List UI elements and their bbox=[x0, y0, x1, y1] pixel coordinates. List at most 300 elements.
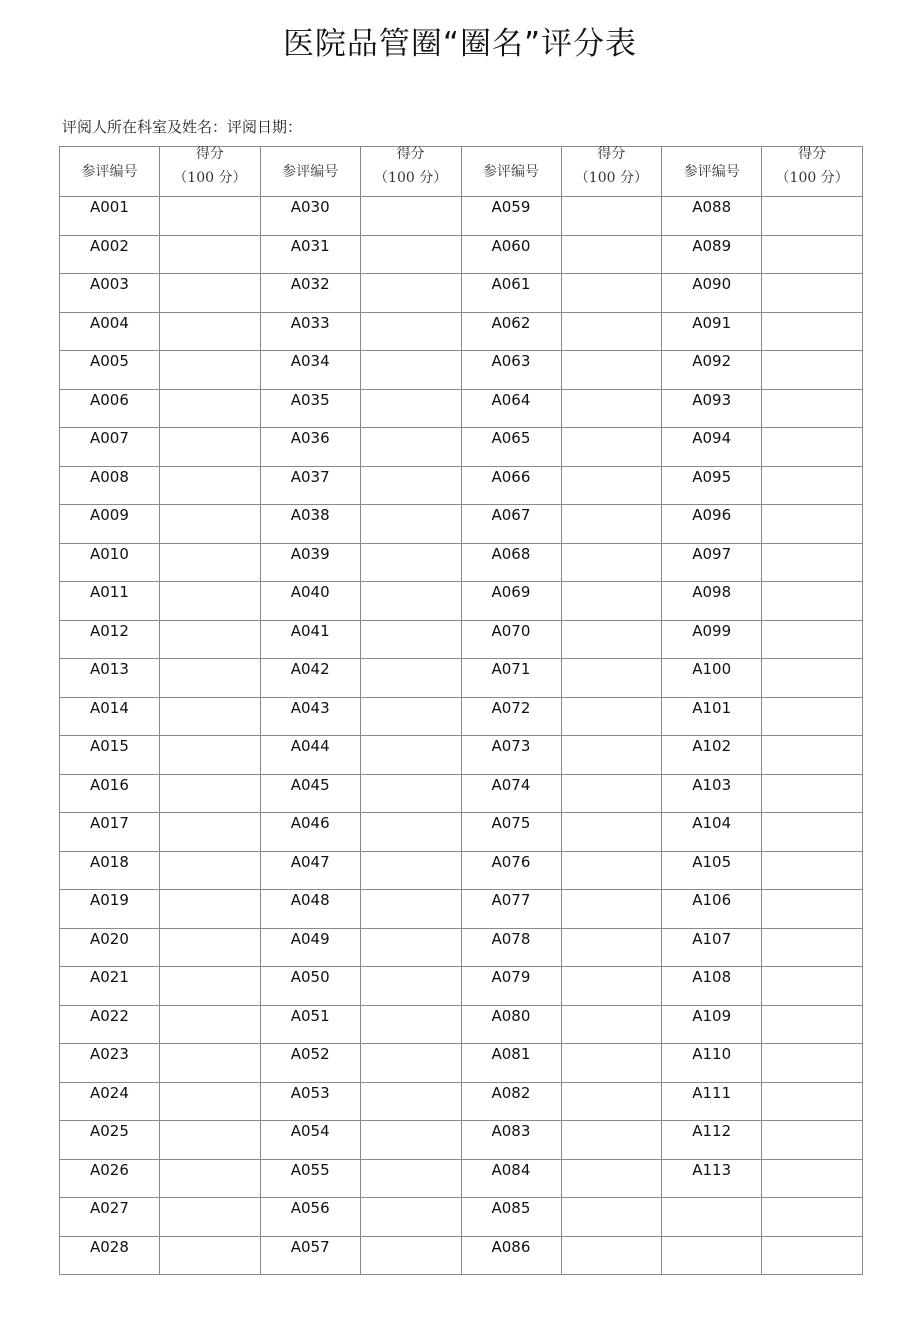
score-input-cell[interactable] bbox=[762, 1236, 863, 1275]
score-input-cell[interactable] bbox=[561, 505, 662, 544]
table-row bbox=[60, 274, 863, 313]
entry-code: A007 bbox=[90, 429, 129, 447]
entry-code-cell bbox=[260, 466, 360, 505]
entry-code: A022 bbox=[90, 1006, 129, 1025]
entry-code: A038 bbox=[290, 506, 330, 524]
score-input-cell[interactable] bbox=[561, 1044, 662, 1083]
table-row bbox=[60, 389, 863, 428]
entry-code: A013 bbox=[90, 660, 129, 678]
score-input-cell[interactable] bbox=[160, 851, 261, 890]
entry-code-cell bbox=[60, 1121, 160, 1160]
table-row bbox=[60, 928, 863, 967]
score-input-cell[interactable] bbox=[561, 1121, 662, 1160]
table-row bbox=[60, 428, 863, 467]
score-input-cell[interactable] bbox=[762, 774, 863, 813]
entry-code: A041 bbox=[290, 621, 330, 640]
entry-code-cell bbox=[662, 197, 762, 236]
score-input-cell[interactable] bbox=[360, 1082, 461, 1121]
score-input-cell[interactable] bbox=[360, 428, 461, 467]
entry-code: A017 bbox=[90, 814, 129, 832]
score-input-cell[interactable] bbox=[160, 389, 261, 428]
score-input-cell[interactable] bbox=[160, 505, 261, 544]
entry-code-cell bbox=[662, 928, 762, 967]
entry-code-cell bbox=[260, 1005, 360, 1044]
score-input-cell[interactable] bbox=[160, 774, 261, 813]
entry-code: A032 bbox=[290, 275, 330, 293]
entry-code: A094 bbox=[692, 429, 732, 447]
entry-code-cell bbox=[461, 466, 561, 505]
entry-code-cell bbox=[461, 1082, 561, 1121]
entry-code-cell bbox=[260, 774, 360, 813]
entry-code-cell bbox=[260, 312, 360, 351]
entry-code: A005 bbox=[90, 352, 129, 370]
header-score-label bbox=[160, 147, 261, 197]
entry-code-cell bbox=[260, 543, 360, 582]
entry-code: A061 bbox=[491, 275, 531, 293]
score-input-cell[interactable] bbox=[160, 813, 261, 852]
entry-code: A021 bbox=[90, 968, 129, 986]
score-input-cell[interactable] bbox=[762, 1159, 863, 1198]
entry-code-cell bbox=[662, 1236, 762, 1275]
entry-code-cell bbox=[662, 1082, 762, 1121]
entry-code-cell bbox=[461, 1159, 561, 1198]
entry-code-cell bbox=[60, 620, 160, 659]
table-row bbox=[60, 813, 863, 852]
page-title: 医院品管圈“圈名”评分表 bbox=[282, 26, 638, 62]
score-input-cell[interactable] bbox=[360, 1005, 461, 1044]
entry-code-cell bbox=[662, 389, 762, 428]
table-row bbox=[60, 312, 863, 351]
entry-code-cell bbox=[461, 428, 561, 467]
score-input-cell[interactable] bbox=[762, 1005, 863, 1044]
entry-code-cell bbox=[260, 697, 360, 736]
entry-code-cell bbox=[662, 312, 762, 351]
entry-code-cell bbox=[60, 197, 160, 236]
score-input-cell[interactable] bbox=[762, 466, 863, 505]
score-input-cell[interactable] bbox=[762, 736, 863, 775]
entry-code-cell bbox=[662, 505, 762, 544]
entry-code: A100 bbox=[692, 660, 732, 678]
entry-code: A068 bbox=[491, 544, 531, 563]
entry-code-cell bbox=[60, 697, 160, 736]
entry-code-cell bbox=[662, 582, 762, 621]
score-input-cell[interactable] bbox=[561, 1198, 662, 1237]
entry-code: A056 bbox=[290, 1199, 330, 1217]
score-input-cell[interactable] bbox=[561, 851, 662, 890]
header-score-label bbox=[762, 147, 863, 197]
entry-code: A072 bbox=[491, 698, 531, 717]
entry-code: A020 bbox=[90, 929, 129, 948]
entry-code: A073 bbox=[491, 737, 531, 755]
entry-code: A002 bbox=[90, 236, 129, 255]
score-input-cell[interactable] bbox=[360, 928, 461, 967]
entry-code: A044 bbox=[290, 737, 330, 755]
score-input-cell[interactable] bbox=[160, 312, 261, 351]
score-input-cell[interactable] bbox=[762, 1198, 863, 1237]
entry-code-cell bbox=[60, 774, 160, 813]
score-input-cell[interactable] bbox=[561, 890, 662, 929]
score-input-cell[interactable] bbox=[360, 736, 461, 775]
score-input-cell[interactable] bbox=[360, 967, 461, 1006]
entry-code: A039 bbox=[290, 544, 330, 563]
score-input-cell[interactable] bbox=[160, 620, 261, 659]
entry-code: A004 bbox=[90, 313, 129, 332]
score-input-cell[interactable] bbox=[561, 543, 662, 582]
header-score-title: 得分 bbox=[195, 145, 224, 162]
score-input-cell[interactable] bbox=[160, 466, 261, 505]
entry-code-cell bbox=[260, 620, 360, 659]
entry-code: A014 bbox=[90, 698, 129, 717]
entry-code-cell bbox=[461, 197, 561, 236]
score-input-cell[interactable] bbox=[360, 235, 461, 274]
entry-code-cell bbox=[60, 736, 160, 775]
score-input-cell[interactable] bbox=[561, 235, 662, 274]
table-row bbox=[60, 1236, 863, 1275]
score-input-cell[interactable] bbox=[561, 1005, 662, 1044]
score-input-cell[interactable] bbox=[360, 274, 461, 313]
entry-code-cell bbox=[662, 851, 762, 890]
score-input-cell[interactable] bbox=[762, 1082, 863, 1121]
score-input-cell[interactable] bbox=[160, 736, 261, 775]
entry-code-cell bbox=[461, 851, 561, 890]
entry-code-cell bbox=[461, 543, 561, 582]
entry-code-cell bbox=[662, 967, 762, 1006]
score-input-cell[interactable] bbox=[360, 312, 461, 351]
entry-code: A030 bbox=[290, 198, 330, 216]
entry-code: A109 bbox=[692, 1006, 732, 1025]
entry-code-cell bbox=[662, 1198, 762, 1237]
entry-code-cell bbox=[60, 1236, 160, 1275]
entry-code-cell bbox=[461, 312, 561, 351]
score-input-cell[interactable] bbox=[360, 890, 461, 929]
score-input-cell[interactable] bbox=[762, 659, 863, 698]
entry-code: A081 bbox=[491, 1045, 531, 1063]
score-input-cell[interactable] bbox=[762, 235, 863, 274]
score-input-cell[interactable] bbox=[360, 582, 461, 621]
score-input-cell[interactable] bbox=[160, 235, 261, 274]
entry-code: A052 bbox=[290, 1045, 330, 1063]
score-input-cell[interactable] bbox=[561, 197, 662, 236]
score-input-cell[interactable] bbox=[561, 774, 662, 813]
entry-code: A008 bbox=[90, 467, 129, 486]
entry-code: A107 bbox=[692, 929, 732, 948]
header-score-label bbox=[360, 147, 461, 197]
entry-code-cell bbox=[461, 505, 561, 544]
header-code-label: 参评编号 bbox=[461, 147, 561, 197]
entry-code: A076 bbox=[491, 852, 531, 871]
score-input-cell[interactable] bbox=[762, 351, 863, 390]
score-input-cell[interactable] bbox=[561, 582, 662, 621]
score-input-cell[interactable] bbox=[762, 312, 863, 351]
score-input-cell[interactable] bbox=[561, 466, 662, 505]
entry-code: A027 bbox=[90, 1199, 129, 1217]
entry-code: A075 bbox=[491, 814, 531, 832]
entry-code-cell bbox=[60, 1044, 160, 1083]
entry-code-cell bbox=[662, 1121, 762, 1160]
entry-code: A063 bbox=[491, 352, 531, 370]
score-input-cell[interactable] bbox=[160, 967, 261, 1006]
table-row bbox=[60, 466, 863, 505]
entry-code: A018 bbox=[90, 852, 129, 871]
score-input-cell[interactable] bbox=[160, 582, 261, 621]
entry-code-cell bbox=[260, 928, 360, 967]
score-input-cell[interactable] bbox=[561, 813, 662, 852]
score-input-cell[interactable] bbox=[160, 1005, 261, 1044]
score-input-cell[interactable] bbox=[561, 389, 662, 428]
score-input-cell[interactable] bbox=[762, 1121, 863, 1160]
table-row bbox=[60, 697, 863, 736]
header-score-sub: （100 分） bbox=[775, 169, 849, 186]
score-table bbox=[59, 146, 863, 1275]
entry-code: A047 bbox=[290, 852, 330, 871]
entry-code-cell bbox=[60, 235, 160, 274]
table-row bbox=[60, 505, 863, 544]
entry-code-cell bbox=[461, 813, 561, 852]
score-input-cell[interactable] bbox=[160, 197, 261, 236]
entry-code: A064 bbox=[491, 390, 531, 409]
entry-code-cell bbox=[662, 428, 762, 467]
entry-code-cell bbox=[461, 351, 561, 390]
entry-code-cell bbox=[662, 659, 762, 698]
entry-code: A069 bbox=[491, 583, 531, 601]
entry-code-cell bbox=[461, 1005, 561, 1044]
entry-code: A099 bbox=[692, 621, 732, 640]
score-input-cell[interactable] bbox=[762, 543, 863, 582]
score-input-cell[interactable] bbox=[762, 851, 863, 890]
entry-code: A110 bbox=[692, 1045, 732, 1063]
table-row bbox=[60, 851, 863, 890]
score-input-cell[interactable] bbox=[160, 428, 261, 467]
entry-code: A085 bbox=[491, 1199, 531, 1217]
table-row bbox=[60, 1159, 863, 1198]
header-score-sub: （100 分） bbox=[374, 169, 448, 186]
entry-code: A010 bbox=[90, 544, 129, 563]
entry-code: A080 bbox=[491, 1006, 531, 1025]
entry-code: A102 bbox=[692, 737, 732, 755]
score-input-cell[interactable] bbox=[762, 928, 863, 967]
entry-code-cell bbox=[60, 428, 160, 467]
entry-code-cell bbox=[461, 697, 561, 736]
entry-code: A037 bbox=[290, 467, 330, 486]
entry-code-cell bbox=[260, 351, 360, 390]
entry-code: A071 bbox=[491, 660, 531, 678]
entry-code-cell bbox=[662, 620, 762, 659]
score-input-cell[interactable] bbox=[561, 428, 662, 467]
score-input-cell[interactable] bbox=[561, 1082, 662, 1121]
entry-code: A009 bbox=[90, 506, 129, 524]
score-input-cell[interactable] bbox=[762, 967, 863, 1006]
entry-code: A035 bbox=[290, 390, 330, 409]
entry-code: A106 bbox=[692, 891, 732, 909]
score-input-cell[interactable] bbox=[160, 1159, 261, 1198]
score-input-cell[interactable] bbox=[762, 428, 863, 467]
score-input-cell[interactable] bbox=[561, 312, 662, 351]
entry-code: A084 bbox=[491, 1160, 531, 1179]
score-input-cell[interactable] bbox=[762, 389, 863, 428]
entry-code-cell bbox=[260, 505, 360, 544]
entry-code: A077 bbox=[491, 891, 531, 909]
entry-code-cell bbox=[260, 736, 360, 775]
table-row bbox=[60, 582, 863, 621]
header-score-sub: （100 分） bbox=[173, 169, 247, 186]
score-input-cell[interactable] bbox=[561, 967, 662, 1006]
entry-code-cell bbox=[662, 466, 762, 505]
header-score-sub: （100 分） bbox=[574, 169, 648, 186]
score-input-cell[interactable] bbox=[160, 928, 261, 967]
entry-code-cell bbox=[260, 1121, 360, 1160]
score-input-cell[interactable] bbox=[360, 813, 461, 852]
score-input-cell[interactable] bbox=[561, 1159, 662, 1198]
entry-code: A016 bbox=[90, 775, 129, 794]
entry-code: A062 bbox=[491, 313, 531, 332]
entry-code-cell bbox=[461, 1198, 561, 1237]
score-input-cell[interactable] bbox=[160, 543, 261, 582]
entry-code-cell bbox=[260, 274, 360, 313]
entry-code-cell bbox=[60, 1082, 160, 1121]
score-input-cell[interactable] bbox=[762, 890, 863, 929]
score-input-cell[interactable] bbox=[160, 1236, 261, 1275]
header-score-label bbox=[561, 147, 662, 197]
entry-code: A053 bbox=[290, 1083, 330, 1102]
score-input-cell[interactable] bbox=[160, 1044, 261, 1083]
entry-code-cell bbox=[260, 1044, 360, 1083]
entry-code: A104 bbox=[692, 814, 732, 832]
entry-code-cell bbox=[461, 890, 561, 929]
entry-code: A108 bbox=[692, 968, 732, 986]
table-row bbox=[60, 351, 863, 390]
entry-code-cell bbox=[662, 890, 762, 929]
score-input-cell[interactable] bbox=[160, 351, 261, 390]
score-input-cell[interactable] bbox=[360, 851, 461, 890]
entry-code: A028 bbox=[90, 1237, 129, 1256]
score-input-cell[interactable] bbox=[762, 813, 863, 852]
entry-code: A079 bbox=[491, 968, 531, 986]
entry-code: A031 bbox=[290, 236, 330, 255]
score-input-cell[interactable] bbox=[160, 890, 261, 929]
score-input-cell[interactable] bbox=[360, 1121, 461, 1160]
score-input-cell[interactable] bbox=[561, 697, 662, 736]
entry-code-cell bbox=[60, 928, 160, 967]
score-input-cell[interactable] bbox=[160, 274, 261, 313]
score-input-cell[interactable] bbox=[762, 697, 863, 736]
score-input-cell[interactable] bbox=[360, 697, 461, 736]
entry-code-cell bbox=[260, 428, 360, 467]
score-input-cell[interactable] bbox=[160, 1121, 261, 1160]
table-row bbox=[60, 774, 863, 813]
score-input-cell[interactable] bbox=[360, 505, 461, 544]
score-input-cell[interactable] bbox=[360, 620, 461, 659]
entry-code: A026 bbox=[90, 1160, 129, 1179]
score-input-cell[interactable] bbox=[561, 351, 662, 390]
score-input-cell[interactable] bbox=[561, 736, 662, 775]
table-row bbox=[60, 1005, 863, 1044]
score-input-cell[interactable] bbox=[561, 620, 662, 659]
score-input-cell[interactable] bbox=[360, 466, 461, 505]
entry-code-cell bbox=[60, 967, 160, 1006]
entry-code: A097 bbox=[692, 544, 732, 563]
score-input-cell[interactable] bbox=[762, 620, 863, 659]
entry-code: A091 bbox=[692, 313, 732, 332]
entry-code: A024 bbox=[90, 1083, 129, 1102]
score-input-cell[interactable] bbox=[360, 543, 461, 582]
entry-code: A055 bbox=[290, 1160, 330, 1179]
score-input-cell[interactable] bbox=[160, 659, 261, 698]
entry-code: A066 bbox=[491, 467, 531, 486]
table-row bbox=[60, 1082, 863, 1121]
score-input-cell[interactable] bbox=[160, 697, 261, 736]
entry-code-cell bbox=[260, 967, 360, 1006]
entry-code-cell bbox=[662, 1005, 762, 1044]
entry-code-cell bbox=[461, 274, 561, 313]
table-row bbox=[60, 1198, 863, 1237]
entry-code: A060 bbox=[491, 236, 531, 255]
entry-code-cell bbox=[60, 466, 160, 505]
score-input-cell[interactable] bbox=[762, 197, 863, 236]
score-input-cell[interactable] bbox=[360, 197, 461, 236]
entry-code: A015 bbox=[90, 737, 129, 755]
entry-code-cell bbox=[662, 736, 762, 775]
score-input-cell[interactable] bbox=[360, 1198, 461, 1237]
entry-code: A093 bbox=[692, 390, 732, 409]
entry-code-cell bbox=[60, 890, 160, 929]
entry-code: A095 bbox=[692, 467, 732, 486]
score-input-cell[interactable] bbox=[360, 389, 461, 428]
score-input-cell[interactable] bbox=[160, 1082, 261, 1121]
score-input-cell[interactable] bbox=[762, 582, 863, 621]
entry-code: A059 bbox=[491, 198, 531, 216]
score-input-cell[interactable] bbox=[762, 1044, 863, 1083]
score-input-cell[interactable] bbox=[360, 1236, 461, 1275]
score-input-cell[interactable] bbox=[561, 659, 662, 698]
entry-code: A070 bbox=[491, 621, 531, 640]
entry-code: A034 bbox=[290, 352, 330, 370]
entry-code-cell bbox=[461, 1121, 561, 1160]
entry-code-cell bbox=[260, 813, 360, 852]
table-row bbox=[60, 967, 863, 1006]
score-input-cell[interactable] bbox=[561, 274, 662, 313]
header-code-label: 参评编号 bbox=[662, 147, 762, 197]
entry-code-cell bbox=[260, 890, 360, 929]
entry-code: A092 bbox=[692, 352, 732, 370]
score-input-cell[interactable] bbox=[360, 1159, 461, 1198]
entry-code: A057 bbox=[290, 1237, 330, 1256]
entry-code-cell bbox=[461, 928, 561, 967]
score-input-cell[interactable] bbox=[561, 928, 662, 967]
score-input-cell[interactable] bbox=[360, 1044, 461, 1083]
entry-code-cell bbox=[662, 813, 762, 852]
entry-code-cell bbox=[60, 274, 160, 313]
entry-code: A043 bbox=[290, 698, 330, 717]
score-input-cell[interactable] bbox=[360, 774, 461, 813]
entry-code-cell bbox=[461, 235, 561, 274]
entry-code: A112 bbox=[692, 1122, 732, 1140]
score-input-cell[interactable] bbox=[360, 351, 461, 390]
score-input-cell[interactable] bbox=[360, 659, 461, 698]
score-input-cell[interactable] bbox=[762, 505, 863, 544]
entry-code-cell bbox=[662, 351, 762, 390]
reviewer-info-line: 评阅人所在科室及姓名：评阅日期： bbox=[62, 118, 303, 136]
entry-code: A003 bbox=[90, 275, 129, 293]
score-input-cell[interactable] bbox=[561, 1236, 662, 1275]
entry-code-cell bbox=[60, 813, 160, 852]
entry-code-cell bbox=[60, 312, 160, 351]
table-row bbox=[60, 659, 863, 698]
entry-code: A012 bbox=[90, 621, 129, 640]
score-input-cell[interactable] bbox=[160, 1198, 261, 1237]
entry-code: A033 bbox=[290, 313, 330, 332]
score-input-cell[interactable] bbox=[762, 274, 863, 313]
table-row bbox=[60, 197, 863, 236]
